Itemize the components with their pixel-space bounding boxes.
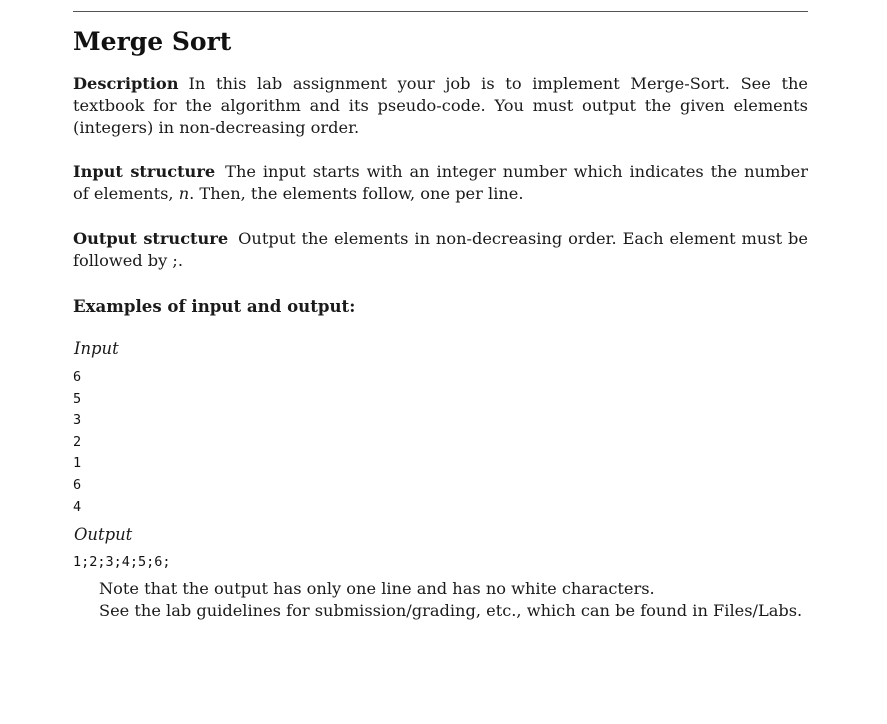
input-structure-label: Input structure: [73, 162, 216, 181]
input-structure-var: n: [178, 184, 190, 203]
note-output-format: Note that the output has only one line and has no white characters.: [99, 579, 655, 598]
input-line: 6: [73, 476, 82, 493]
input-line: 1: [73, 455, 82, 472]
input-line: 3: [73, 412, 82, 429]
input-structure-paragraph: [73, 161, 808, 205]
note-lab-guidelines: See the lab guidelines for submission/grading, etc., which can be found in Files/Labs.: [99, 601, 803, 620]
input-line: 6: [73, 369, 82, 385]
input-line: 4: [73, 498, 82, 515]
output-structure-text: Output the elements in non-decreasing order. Each element must be followed by ;.: [73, 229, 808, 270]
output-line: 1;2;3;4;5;6;: [73, 554, 171, 570]
output-structure-paragraph: [73, 228, 808, 272]
input-structure-text-after: . Then, the elements follow, one per line.: [189, 184, 524, 203]
description-label: Description: [73, 74, 179, 93]
output-structure-label: Output structure: [73, 229, 229, 248]
top-rule: [73, 11, 808, 12]
examples-heading: Examples of input and output:: [73, 296, 356, 316]
input-line: 5: [73, 390, 82, 407]
input-label: Input: [74, 339, 119, 358]
description-paragraph: [73, 73, 808, 139]
input-structure-text-before: The input starts with an integer number which indicates the number of elements,: [73, 162, 808, 203]
input-lines: [73, 367, 81, 518]
page-title: Merge Sort: [73, 27, 232, 56]
description-text: In this lab assignment your job is to implement Merge-Sort. See the textbook for the algorithm and its pseudo-code. You must output the given elements (integers) in non-decreasing order.: [73, 74, 808, 137]
output-label: Output: [74, 525, 133, 544]
input-line: 2: [73, 433, 82, 450]
